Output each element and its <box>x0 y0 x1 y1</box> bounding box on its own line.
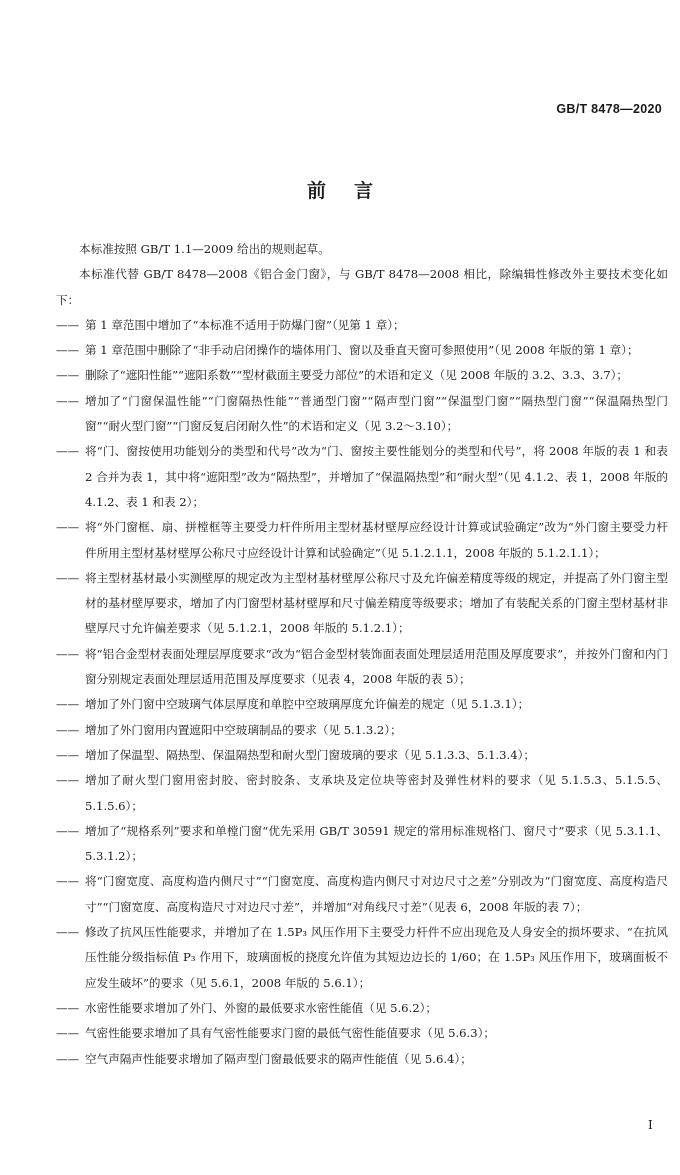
drafting-rule-paragraph: 本标准按照 GB/T 1.1—2009 给出的规则起草。 <box>79 242 330 256</box>
change-text: 将主型材基材最小实测壁厚的规定改为主型材基材壁厚公称尺寸及允许偏差精度等级的规定，并提高了外门窗主型材的基材壁厚要求，增加了内门窗型材基材壁厚和尺寸偏差精度等级要求；增加了有装配关系的门窗主型材基材非壁厚尺寸允许偏差要求（见 5.1.2.1，2008 年版的 5.1.2.1）； <box>85 570 668 636</box>
dash-marker: —— <box>56 444 80 459</box>
change-item <box>56 642 668 693</box>
change-text: 空气声隔声性能要求增加了隔声型门窗最低要求的隔声性能值（见 5.6.4）； <box>85 1051 472 1066</box>
dash-marker: —— <box>56 570 80 585</box>
dash-marker: —— <box>56 874 80 889</box>
dash-marker: —— <box>56 343 80 358</box>
change-text: 将“铝合金型材表面处理层厚度要求”改为“铝合金型材装饰面表面处理层适用范围及厚度要求”，并按外门窗和内门窗分别规定表面处理层适用范围及厚度要求（见表 4，2008 年版的表 5）； <box>85 646 668 687</box>
dash-marker: —— <box>56 368 80 383</box>
change-item <box>56 338 668 363</box>
change-item <box>56 566 668 642</box>
change-text: 增加了“规格系列”要求和单樘门窗“优先采用 GB/T 30591 规定的常用标准规格门、窗尺寸”要求（见 5.3.1.1、5.3.1.2）； <box>85 823 668 864</box>
change-item <box>56 1021 668 1046</box>
change-item <box>56 996 668 1021</box>
replacement-paragraph: 本标准代替 GB/T 8478—2008《铝合金门窗》，与 GB/T 8478—2008 相比，除编辑性修改外主要技术变化如下： <box>56 267 668 307</box>
dash-marker: —— <box>56 1000 80 1015</box>
change-text: 第 1 章范围中删除了“非手动启闭操作的墙体用门、窗以及垂直天窗可参照使用”（见 2008 年版的第 1 章）； <box>85 343 639 358</box>
dash-marker: —— <box>56 317 80 332</box>
change-text: 增加了保温型、隔热型、保温隔热型和耐火型门窗玻璃的要求（见 5.1.3.3、5.1.3.4）； <box>85 747 536 762</box>
dash-marker: —— <box>56 925 80 940</box>
dash-marker: —— <box>56 697 80 712</box>
dash-marker: —— <box>56 520 80 535</box>
change-text: 气密性能要求增加了具有气密性能要求门窗的最低气密性能值要求（见 5.6.3）； <box>85 1026 495 1041</box>
page-number: I <box>648 1118 653 1132</box>
change-text: 将“门、窗按使用功能划分的类型和代号”改为“门、窗按主要性能划分的类型和代号”，将 2008 年版的表 1 和表 2 合并为表 1，其中将“遮阳型”改为“隔热型”，并增加了“保温隔热型”和“耐火型”（见 4.1.2、表 1，2008 年版的 4.1.2、表 1 和表 2）； <box>85 444 668 509</box>
change-text: 第 1 章范围中增加了“本标准不适用于防爆门窗”（见第 1 章）； <box>85 317 405 332</box>
change-item <box>56 718 668 743</box>
change-item <box>56 743 668 768</box>
change-item <box>56 819 668 870</box>
dash-marker: —— <box>56 823 80 838</box>
page-title: 前言 <box>306 180 401 202</box>
change-text: 将“外门窗框、扇、拼樘框等主要受力杆件所用主型材基材壁厚应经设计计算或试验确定”改为“外门窗主要受力杆件所用主型材基材壁厚公称尺寸应经设计计算和试验确定”（见 5.1.2.1.1，2008 年版的 5.1.2.1.1）； <box>85 520 668 560</box>
change-text: 增加了耐火型门窗用密封胶、密封胶条、支承块及定位块等密封及弹性材料的要求（见 5.1.5.3、5.1.5.5、5.1.5.6）； <box>85 773 668 813</box>
change-item <box>56 768 668 819</box>
change-item <box>56 515 668 566</box>
change-text: 水密性能要求增加了外门、外窗的最低要求水密性能值（见 5.6.2）； <box>85 1000 438 1015</box>
change-item <box>56 1047 668 1072</box>
change-text: 修改了抗风压性能要求，并增加了在 1.5P₃ 风压作用下主要受力杆件不应出现危及人身安全的损坏要求、“在抗风压性能分级指标值 P₃ 作用下，玻璃面板的挠度允许值为其短边边长的 1/60；在 1.5P₃ 风压作用下，玻璃面板不应发生破坏”的要求（见 5.6.1，2008 年版的 5.6.1）； <box>85 925 668 990</box>
dash-marker: —— <box>56 1026 80 1041</box>
change-text: 删除了“遮阳性能”“遮阳系数”“型材截面主要受力部位”的术语和定义（见 2008 年版的 3.2、3.3、3.7）； <box>85 368 629 383</box>
dash-marker: —— <box>56 646 80 661</box>
dash-marker: —— <box>56 1051 80 1066</box>
dash-marker: —— <box>56 747 80 762</box>
change-item <box>56 363 668 388</box>
change-item <box>56 692 668 717</box>
document-body <box>56 237 668 1072</box>
change-item <box>56 920 668 996</box>
standard-code: GB/T 8478—2020 <box>556 102 662 116</box>
change-item <box>56 389 668 440</box>
change-item <box>56 439 668 515</box>
change-text: 将“门窗宽度、高度构造内侧尺寸”“门窗宽度、高度构造内侧尺寸对边尺寸之差”分别改为“门窗宽度、高度构造尺寸”“门窗宽度、高度构造尺寸对边尺寸差”，并增加“对角线尺寸差”（见表 6，2008 年版的表 7）； <box>85 874 668 914</box>
dash-marker: —— <box>56 773 80 788</box>
change-text: 增加了外门窗中空玻璃气体层厚度和单腔中空玻璃厚度允许偏差的规定（见 5.1.3.1）； <box>85 697 530 712</box>
technical-changes-list <box>56 313 668 1072</box>
dash-marker: —— <box>56 393 80 408</box>
change-text: 增加了外门窗用内置遮阳中空玻璃制品的要求（见 5.1.3.2）； <box>85 722 402 737</box>
change-text: 增加了“门窗保温性能”“门窗隔热性能”“普通型门窗”“隔声型门窗”“保温型门窗”“隔热型门窗”“保温隔热型门窗”“耐火型门窗”“门窗反复启闭耐久性”的术语和定义（见 3.2～3.10）； <box>85 393 668 434</box>
change-item <box>56 313 668 338</box>
dash-marker: —— <box>56 722 80 737</box>
change-item <box>56 869 668 920</box>
